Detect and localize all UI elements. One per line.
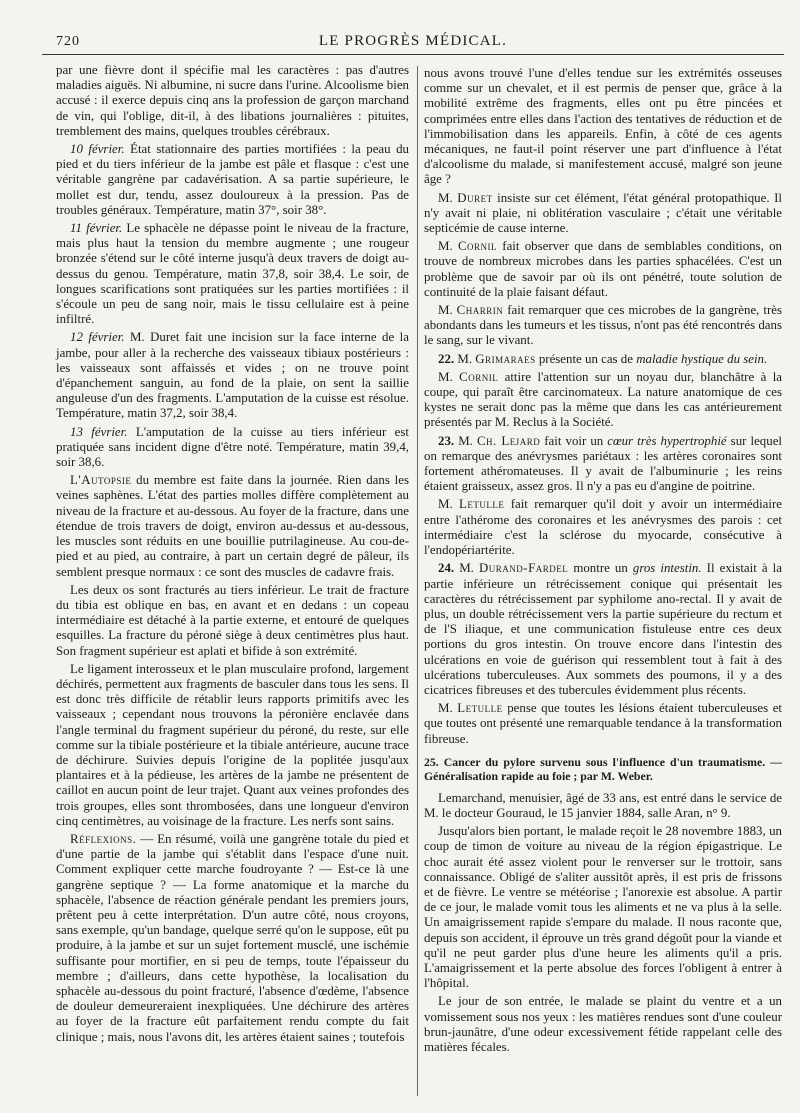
paragraph: [424, 701, 782, 747]
paragraph: Le jour de son entrée, le malade se plaint du ventre et a un vomissement sous nos yeux : les matières rendues sont d'une couleur brun-jaunâtre, d'une odeur excessivement fétide rappelant celle des matières fécales.: [424, 994, 782, 1054]
paragraph: [56, 832, 409, 1045]
right-column: [424, 66, 782, 1058]
case-title: gros intestin.: [632, 561, 702, 576]
paragraph-text: pense que toutes les lésions étaient tuberculeuses et que toutes ont présenté une remarquable tendance à la transformation fibreuse.: [424, 701, 782, 746]
paragraph-text: — En résumé, voilà une gangrène totale du pied et d'une partie de la jambe qui s'établit dans l'espace d'une nuit. Comment expliquer cette marche foudroyante ? — Est-ce là une gangrène septique ? — La forme anatomique et la marche du sphacèle, l'absence de réaction générale pendant les premiers jours, prêtent peu à cette interprétation. D'un autre côté, nous croyons, sans exemple, qu'un bandage, quelque serré qu'on le suppose, eût pu produire, à la jambe et sur un sujet fortement musclé, une ischémie suffisante pour mortifier, en si peu de temps, toute l'épaisseur du membre ; d'ailleurs, dans cette hypothèse, la localisation du sphacèle au-dessous du point fracturé, l'absence d'œdème, l'absence de douleur demeureraient inexpliquées. Une déchirure des artères au foyer de la fracture eût parfaitement rendu compte du fait clinique ; mais, nous l'avons dit, les artères étaient saines ; toutefois: [56, 831, 409, 1044]
title-abbrev: M.: [438, 497, 453, 512]
paragraph: [424, 352, 782, 367]
paragraph: Le ligament interosseux et le plan musculaire profond, largement déchirés, permettent aux fragments de basculer dans tous les sens. Il est donc très difficile de rétablir leurs rapports primitifs avec les vaisseaux ; cependant nous trouvons la péronière enclavée dans l'angle terminal du fragment supérieur du péroné, du reste, sur elle comme sur la tibiale postérieure et la tibiale antérieure, aucune trace de déchirure. Suivies depuis l'origine de la poplitée jusqu'aux plantaires et à la pédieuse, les artères de la jambe ne présentent de caillot en aucun point de leur trajet. Quant aux veines profondes des trois groupes, elles sont thrombosées, dans une longueur d'environ cinq centimètres, au voisinage de la fracture. Les nerfs sont sains.: [56, 661, 409, 828]
paragraph-text: fait remarquer que ces microbes de la gangrène, très abondants dans les tumeurs et les tissus, n'ont pas été rencontrés dans le sang, sur le vivant.: [424, 303, 782, 348]
paragraph: nous avons trouvé l'une d'elles tendue sur les extrémités osseuses comme sur un chevalet, et il est permis de penser que, grâce à la mobilité extrême des fragments, elles ont pu être pincées et comprimées entre elles dans l'action des tentatives de réduction et de l'immobilisation dans les appareils. Enfin, à côté de ces agents mécaniques, ne faut-il point réserver une part d'influence à l'état d'alcoolisme du malade, si manifestement accusé, malgré son jeune âge ?: [424, 66, 782, 187]
speaker-name: Letulle: [457, 701, 503, 716]
title-abbrev: M.: [438, 701, 453, 716]
paragraph-text: fait voir un: [540, 433, 608, 448]
section-lead: L'Autopsie: [70, 473, 132, 488]
header-rule: [42, 54, 784, 55]
title-abbrev: M.: [459, 561, 474, 576]
paragraph: [424, 303, 782, 349]
date: 11 février.: [70, 221, 123, 236]
paragraph-text: montre un: [568, 561, 633, 576]
paragraph-text: Il existait à la partie inférieure un rétrécissement conique qui présentait les caractères du rétrécissement par syphilome ano-rectal. Il y avait de plus, un double rétrécissement vers la partie supérieure du rectum et de l'S iliaque, et une communication fistuleuse entre ces deux portions du gros intestin. On trouve encore dans l'intestin des ulcérations en voie de guérison qui ressemblent tout à fait à des ulcérations tuberculeuses. Aux sommets des poumons, il y a des cicatrices fibreuses et des tubercules évidemment plus récents.: [424, 561, 782, 697]
speaker-name: Charrin: [456, 303, 504, 318]
date: 10 février.: [70, 142, 125, 157]
paragraph: Jusqu'alors bien portant, le malade reçoit le 28 novembre 1883, un coup de timon de voiture au niveau de la région épigastrique. Le choc aurait été assez violent pour le renverser sur le trottoir, sans connaissance. Obligé de s'aliter aussitôt après, il est pris de frissons et de fièvre. Le ventre se météorise ; l'anorexie est absolue. A partir de ce jour, le malade vomit tous les aliments et ne va plus à la selle. Un amaigrissement rapide s'empare du malade. Il nous raconte que, depuis son accident, il éprouve un très grand dégoût pour la viande et qu'il ne peut garder plus d'une heure les aliments qu'il a pris. L'amaigrissement et la perte absolue des forces l'obligent à entrer à l'hôpital.: [424, 824, 782, 991]
paragraph: [56, 330, 409, 421]
column-divider: [417, 66, 418, 1096]
speaker-name: Cornil: [459, 369, 499, 384]
paragraph: [424, 370, 782, 431]
paragraph-text: fait observer que dans de semblables conditions, on trouve de nombreux microbes dans les parties sphacélées. C'est un problème que de savoir par où ils ont pénétré, toute solution de continuité de la plaie faisant défaut.: [424, 239, 782, 299]
speaker-name: Cornil: [457, 239, 498, 254]
date: 12 février.: [70, 330, 125, 345]
case-number: 24.: [438, 561, 455, 576]
title-abbrev: M.: [438, 239, 453, 254]
title-abbrev: M.: [438, 190, 453, 205]
paragraph-text: L'amputation de la cuisse au tiers inférieur est pratiquée sans incident digne d'être noté. Température, matin 39,4, soir 38,6.: [56, 424, 409, 470]
paragraph-text: présente un cas de: [535, 351, 637, 366]
paragraph: [424, 561, 782, 698]
paragraph-text: M. Duret fait une incision sur la face interne de la jambe, pour aller à la recherche des vaisseaux tibiaux postérieurs : les vaisseaux sont affaissés et vides ; on ne trouve point d'épanchement sanguin, au fond de la plaie, on sent la saillie anguleuse d'un des fragments. L'amputation de la cuisse est résolue. Température, matin 37,2, soir 38,4.: [56, 330, 409, 421]
speaker-name: Letulle: [459, 497, 505, 512]
paragraph: [424, 191, 782, 237]
paragraph: [424, 434, 782, 495]
case-number: 22.: [438, 351, 455, 366]
paragraph: [56, 142, 409, 218]
case-title: maladie hystique du sein.: [636, 351, 768, 366]
speaker-name: Grimaraes: [475, 351, 536, 366]
speaker-name: Durand-Fardel: [478, 561, 569, 576]
case-number: 23.: [438, 433, 455, 448]
paragraph: [56, 221, 409, 327]
paragraph-text: sur lequel on remarque des anévrysmes pariétaux : les artères coronaires sont fortement athéromateuses. Il y avait de l'albuminurie ; les reins étaient graisseux, assez gros. Il n'y a pas eu d'angine de poitrine.: [424, 433, 782, 494]
title-abbrev: M.: [438, 369, 453, 384]
paragraph: [56, 473, 409, 579]
title-abbrev: M.: [458, 433, 473, 448]
paragraph-text: fait remarquer qu'il doit y avoir un intermédiaire entre l'athérome des coronaires et les anévrysmes des parois : cet intermédiaire c'est la sclérose du myocarde, consécutive à l'endopériartérite.: [424, 497, 782, 558]
date: 13 février.: [70, 424, 128, 439]
title-abbrev: M.: [457, 351, 473, 366]
speaker-name: Ch. Lejard: [476, 433, 541, 448]
case-heading: 25. Cancer du pylore survenu sous l'influence d'un traumatisme. — Généralisation rapide au foie ; par M. Weber.: [424, 754, 782, 783]
page-number: 720: [56, 34, 80, 49]
left-column: [56, 63, 409, 1048]
paragraph: Lemarchand, menuisier, âgé de 33 ans, est entré dans le service de M. le docteur Gouraud, le 15 janvier 1884, salle Aran, n° 9.: [424, 790, 782, 820]
paragraph: [424, 497, 782, 558]
page-header: [42, 30, 784, 52]
paragraph: par une fièvre dont il spécifie mal les caractères : pas d'autres maladies aiguës. Ni albumine, ni sucre dans l'urine. Alcoolisme bien accusé : il exerce depuis cinq ans la profession de garçon marchand de vin, qui l'oblige, dit-il, à des libations journalières : pituites, tremblement des mains, quelques troubles cérébraux.: [56, 63, 409, 138]
paragraph-text: État stationnaire des parties mortifiées : la peau du pied et du tiers inférieur de la jambe est pâle et flasque : c'est une véritable gangrène par cadavérisation. A sa partie supérieure, le mollet est dur, tendu, assez douloureux à la pression. Pas de troubles généraux. Température, matin 37°, soir 38°.: [56, 142, 409, 217]
paragraph-text: du membre est faite dans la journée. Rien dans les veines saphènes. L'état des parties molles diffère complètement au niveau de la fracture et au-dessous. Au foyer de la fracture, dans une étendue de trois travers de doigt, environ au-dessus et au-dessous, les muscles sont réduits en une bouillie putrilagineuse. Au cou-de-pied et au pied, au contraire, à part un certain degré de pâleur, ils semblent presque normaux : ce sont des muscles de cadavre frais.: [56, 473, 409, 579]
journal-title: LE PROGRÈS MÉDICAL.: [318, 33, 508, 49]
paragraph: [56, 425, 409, 471]
paragraph: [424, 239, 782, 300]
paragraph: Les deux os sont fracturés au tiers inférieur. Le trait de fracture du tibia est oblique en bas, en avant et en dedans : un copeau intermédiaire est détaché à la partie externe, et entouré de quelques esquilles. La fracture du péroné siège à deux centimètres plus haut. Son fragment supérieur est aplati et bifide à son extrémité.: [56, 582, 409, 658]
case-title: cœur très hypertrophié: [607, 433, 727, 448]
section-lead: Réflexions.: [70, 831, 137, 846]
paragraph-text: attire l'attention sur un noyau dur, blanchâtre à la coupe, qui paraît être carcinomateux. La nature anatomique de ces kystes ne serait donc pas la même que dans les cas antérieurement présentés par M. Reclus à la Société.: [424, 369, 782, 430]
paragraph-text: insiste sur cet élément, l'état général protopathique. Il n'y avait ni plaie, ni oblitération vasculaire ; c'était une véritable septicémie de cause interne.: [424, 190, 782, 236]
title-abbrev: M.: [438, 303, 453, 318]
paragraph-text: Le sphacèle ne dépasse point le niveau de la fracture, mais plus haut la tension du membre augmente ; une rougeur bronzée s'étend sur le côté interne jusqu'à deux travers de doigt au-dessus du genou. Température, matin 37,8, soir 38,4. Le soir, de longues scarifications sont pratiquées sur les parties mortifiées : il s'écoule un peu de sang noir, mais le tissu cellulaire est à peine infiltré.: [56, 221, 409, 327]
speaker-name: Duret: [457, 190, 493, 205]
